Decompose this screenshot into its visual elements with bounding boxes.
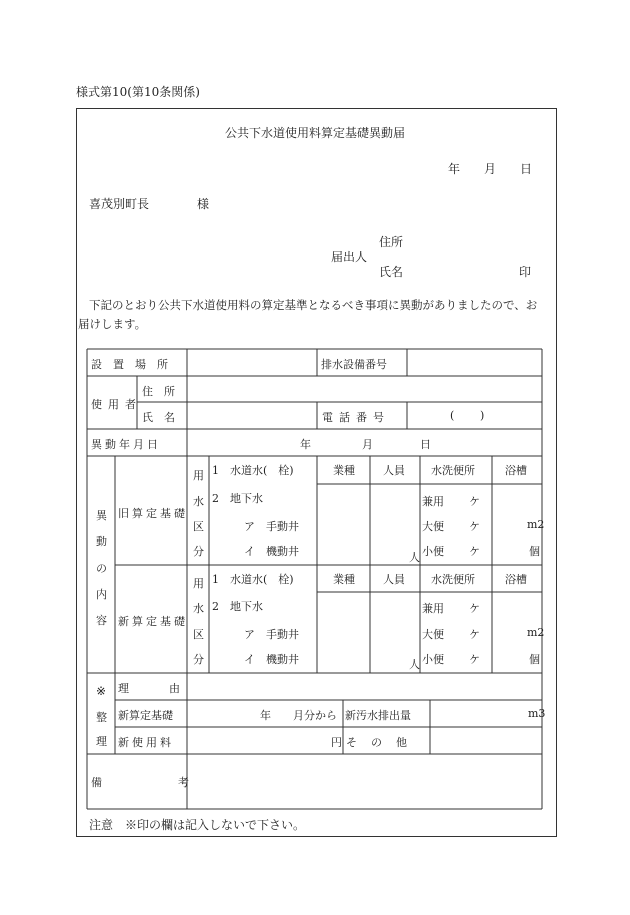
applicant-role-label: 届出人 [331, 250, 368, 264]
from-month: 年 月分から [260, 709, 337, 722]
label-user-name: 氏名 [142, 411, 186, 424]
toilet-item-unit: ケ [469, 628, 480, 641]
people-unit: 人 [409, 658, 420, 671]
water-option: 1 水道水( 栓) [212, 573, 294, 586]
toilet-item-label: 大便 [422, 520, 444, 533]
change-month: 月 [362, 438, 373, 451]
label-location: 設置場所 [91, 358, 179, 371]
label-other: その他 [346, 736, 421, 749]
label-new-discharge: 新汚水排出量 [345, 709, 411, 722]
date-month: 月 [484, 162, 497, 176]
change-content-char: の [96, 562, 107, 575]
toilet-item-label: 兼用 [422, 602, 444, 615]
office-label-char: 理 [96, 735, 107, 748]
addressee-name: 喜茂別町長 [89, 197, 150, 211]
header-business: 業種 [333, 573, 355, 586]
toilet-item-label: 大便 [422, 628, 444, 641]
toilet-item-label: 小便 [422, 545, 444, 558]
footer-note: 注意 ※印の欄は記入しないで下さい。 [89, 818, 306, 832]
label-drainage-no: 排水設備番号 [321, 358, 387, 371]
label-reason: 理由 [118, 682, 220, 695]
yen-unit: 円 [331, 736, 342, 749]
phone-paren-open: ( [450, 409, 455, 422]
intro-line-1: 下記のとおり公共下水道使用料の算定基準となるべき事項に異動がありましたので、お [89, 298, 538, 312]
label-phone: 電話番号 [322, 411, 390, 424]
change-content-char: 容 [96, 614, 107, 627]
water-option: ア 手動井 [244, 628, 299, 641]
change-content-char: 内 [96, 588, 107, 601]
header-people: 人員 [383, 464, 405, 477]
applicant-name-label: 氏名 [379, 265, 404, 279]
change-content-char: 動 [96, 535, 107, 548]
toilet-item-label: 兼用 [422, 495, 444, 508]
water-category-char: 分 [193, 653, 204, 666]
header-business: 業種 [333, 464, 355, 477]
discharge-unit: m3 [528, 707, 546, 720]
toilet-item-unit: ケ [469, 520, 480, 533]
change-year: 年 [300, 438, 311, 451]
change-content-char: 異 [96, 509, 107, 522]
label-change-date: 異動年月日 [91, 438, 161, 451]
header-people: 人員 [383, 573, 405, 586]
intro-line-2: 届けします。 [78, 317, 147, 331]
water-category-char: 水 [193, 602, 204, 615]
water-option: イ 機動井 [244, 545, 299, 558]
applicant-address-label: 住所 [379, 235, 404, 249]
water-option: イ 機動井 [244, 653, 299, 666]
bath-unit-area: m2 [527, 626, 545, 639]
bath-unit-count: 個 [529, 545, 540, 558]
seal-mark: 印 [519, 265, 532, 279]
water-category-char: 用 [193, 469, 204, 482]
office-mark: ※ [96, 684, 107, 698]
water-option: 1 水道水( 栓) [212, 464, 294, 477]
change-day: 日 [420, 438, 431, 451]
water-category-char: 分 [193, 545, 204, 558]
label-user: 使用者 [91, 398, 142, 411]
label-new-basis-office: 新算定基礎 [118, 709, 173, 722]
header-bath: 浴槽 [505, 573, 527, 586]
water-option: ア 手動井 [244, 520, 299, 533]
label-new-fee: 新使用料 [118, 736, 174, 749]
form-title: 公共下水道使用料算定基礎異動届 [225, 126, 406, 140]
date-day: 日 [520, 162, 533, 176]
bath-unit-area: m2 [527, 518, 545, 531]
label-old-basis: 旧算定基礎 [118, 507, 188, 520]
water-option: 2 地下水 [212, 492, 263, 505]
label-new-basis: 新算定基礎 [118, 615, 188, 628]
bath-unit-count: 個 [529, 653, 540, 666]
office-label-char: 整 [96, 711, 107, 724]
water-category-char: 区 [193, 628, 204, 641]
people-unit: 人 [409, 551, 420, 564]
addressee-honorific: 様 [197, 197, 210, 211]
toilet-item-label: 小便 [422, 653, 444, 666]
label-remarks: 備考 [91, 776, 265, 789]
water-category-char: 用 [193, 577, 204, 590]
header-toilet: 水洗便所 [431, 573, 475, 586]
label-user-address: 住所 [142, 385, 186, 398]
toilet-item-unit: ケ [469, 602, 480, 615]
form-number: 様式第10(第10条関係) [76, 85, 200, 99]
water-category-char: 水 [193, 495, 204, 508]
header-toilet: 水洗便所 [431, 464, 475, 477]
toilet-item-unit: ケ [469, 653, 480, 666]
water-category-char: 区 [193, 520, 204, 533]
toilet-item-unit: ケ [469, 545, 480, 558]
toilet-item-unit: ケ [469, 495, 480, 508]
date-year: 年 [448, 162, 461, 176]
phone-paren-close: ) [480, 409, 485, 422]
header-bath: 浴槽 [505, 464, 527, 477]
water-option: 2 地下水 [212, 600, 263, 613]
